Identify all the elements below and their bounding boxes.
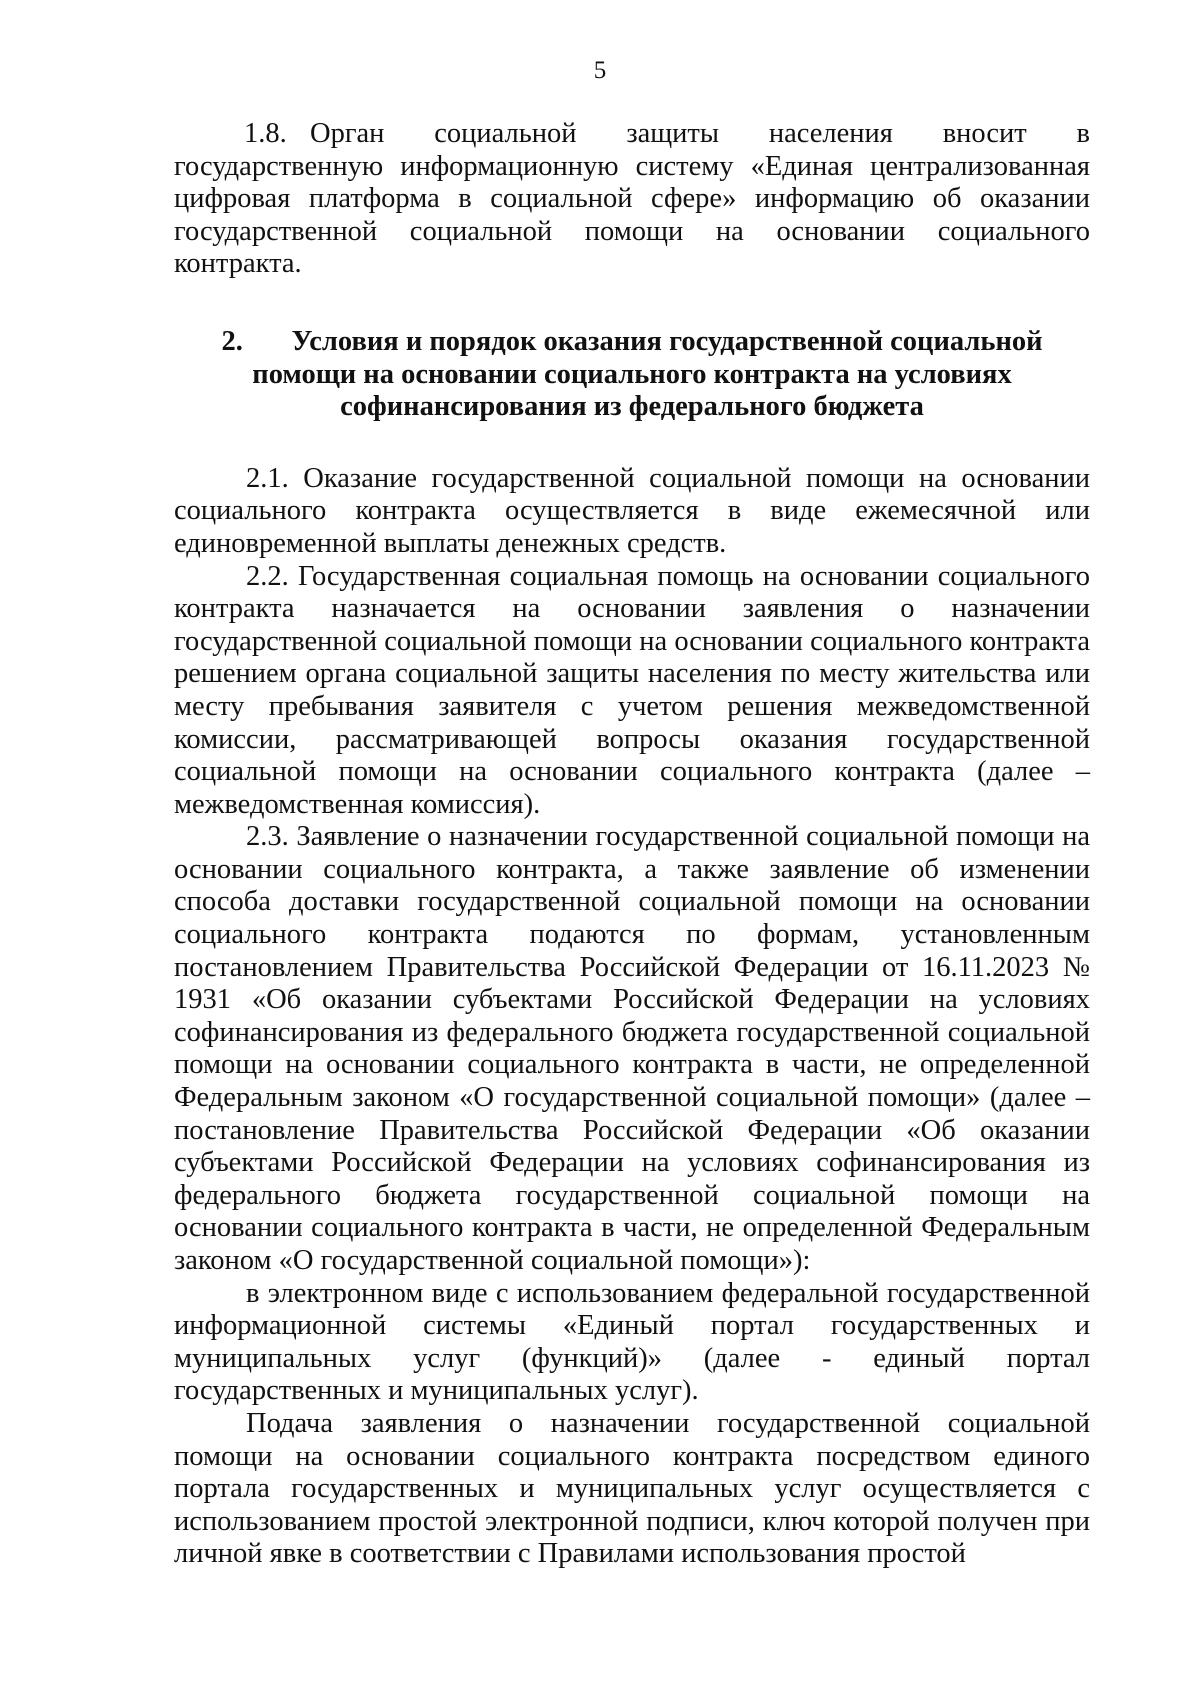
paragraph-1-8 xyxy=(174,118,1090,281)
section-number: 2. xyxy=(221,325,243,357)
section-title-line-3: софинансирования из федерального бюджета xyxy=(340,391,924,423)
paragraph-2-3: 2.3. Заявление о назначении государственной социальной помощи на основании социального контракта, а также заявление об изменении способа доставки государственной социальной помощи на основании социального контракта подаются по формам, установленным постановлением Правительства Российской Федерации от 16.11.2023 № 1931 «Об оказании субъектами Российской Федерации на условиях софинансирования из федерального бюджета государственной социальной помощи на основании социального контракта в части, не определенной Федеральным законом «О государственной социальной помощи» (далее – постановление Правительства Российской Федерации «Об оказании субъектами Российской Федерации на условиях софинансирования из федерального бюджета государственной социальной помощи на основании социального контракта в части, не определенной Федеральным законом «О государственной социальной помощи»): xyxy=(174,821,1090,1276)
section-heading xyxy=(174,326,1090,424)
paragraph-2-2: 2.2. Государственная социальная помощь на основании социального контракта назначается на основании заявления о назначении государственной социальной помощи на основании социального контракта решением органа социальной защиты населения по месту жительства или месту пребывания заявителя с учетом решения межведомственной комиссии, рассматривающей вопросы оказания государственной социальной помощи на основании социального контракта (далее – межведомственная комиссия). xyxy=(174,560,1090,820)
paragraph-2-1: 2.1. Оказание государственной социальной помощи на основании социального контракта осуществляется в виде ежемесячной или единовременной выплаты денежных средств. xyxy=(174,462,1090,559)
paragraph-number: 1.8. xyxy=(244,118,287,149)
section-title-line-1: Условия и порядок оказания государственной социальной xyxy=(291,325,1043,357)
paragraph-application-submission: Подача заявления о назначении государственной социальной помощи на основании социального контракта посредством единого портала государственных и муниципальных услуг осуществляется с использованием простой электронной подписи, ключ которой получен при личной явке в соответствии с Правилами использования простой xyxy=(174,1407,1090,1570)
section-title-line-2: помощи на основании социального контракта на условиях xyxy=(252,358,1012,390)
paragraph-electronic-form: в электронном виде с использованием федеральной государственной информационной системы «Единый портал государственных и муниципальных услуг (функций)» (далее - единый портал государственных и муниципальных услуг). xyxy=(174,1277,1090,1407)
page-number: 5 xyxy=(593,57,607,84)
document-body xyxy=(174,118,1090,1571)
paragraph-text: Орган социальной защиты населения вносит в государственную информационную систему «Единая централизованная цифровая платформа в социальной сфере» информацию об оказании государственной социальной помощи на основании социального контракта. xyxy=(174,118,1090,280)
section-heading-line-1 xyxy=(174,326,1090,359)
